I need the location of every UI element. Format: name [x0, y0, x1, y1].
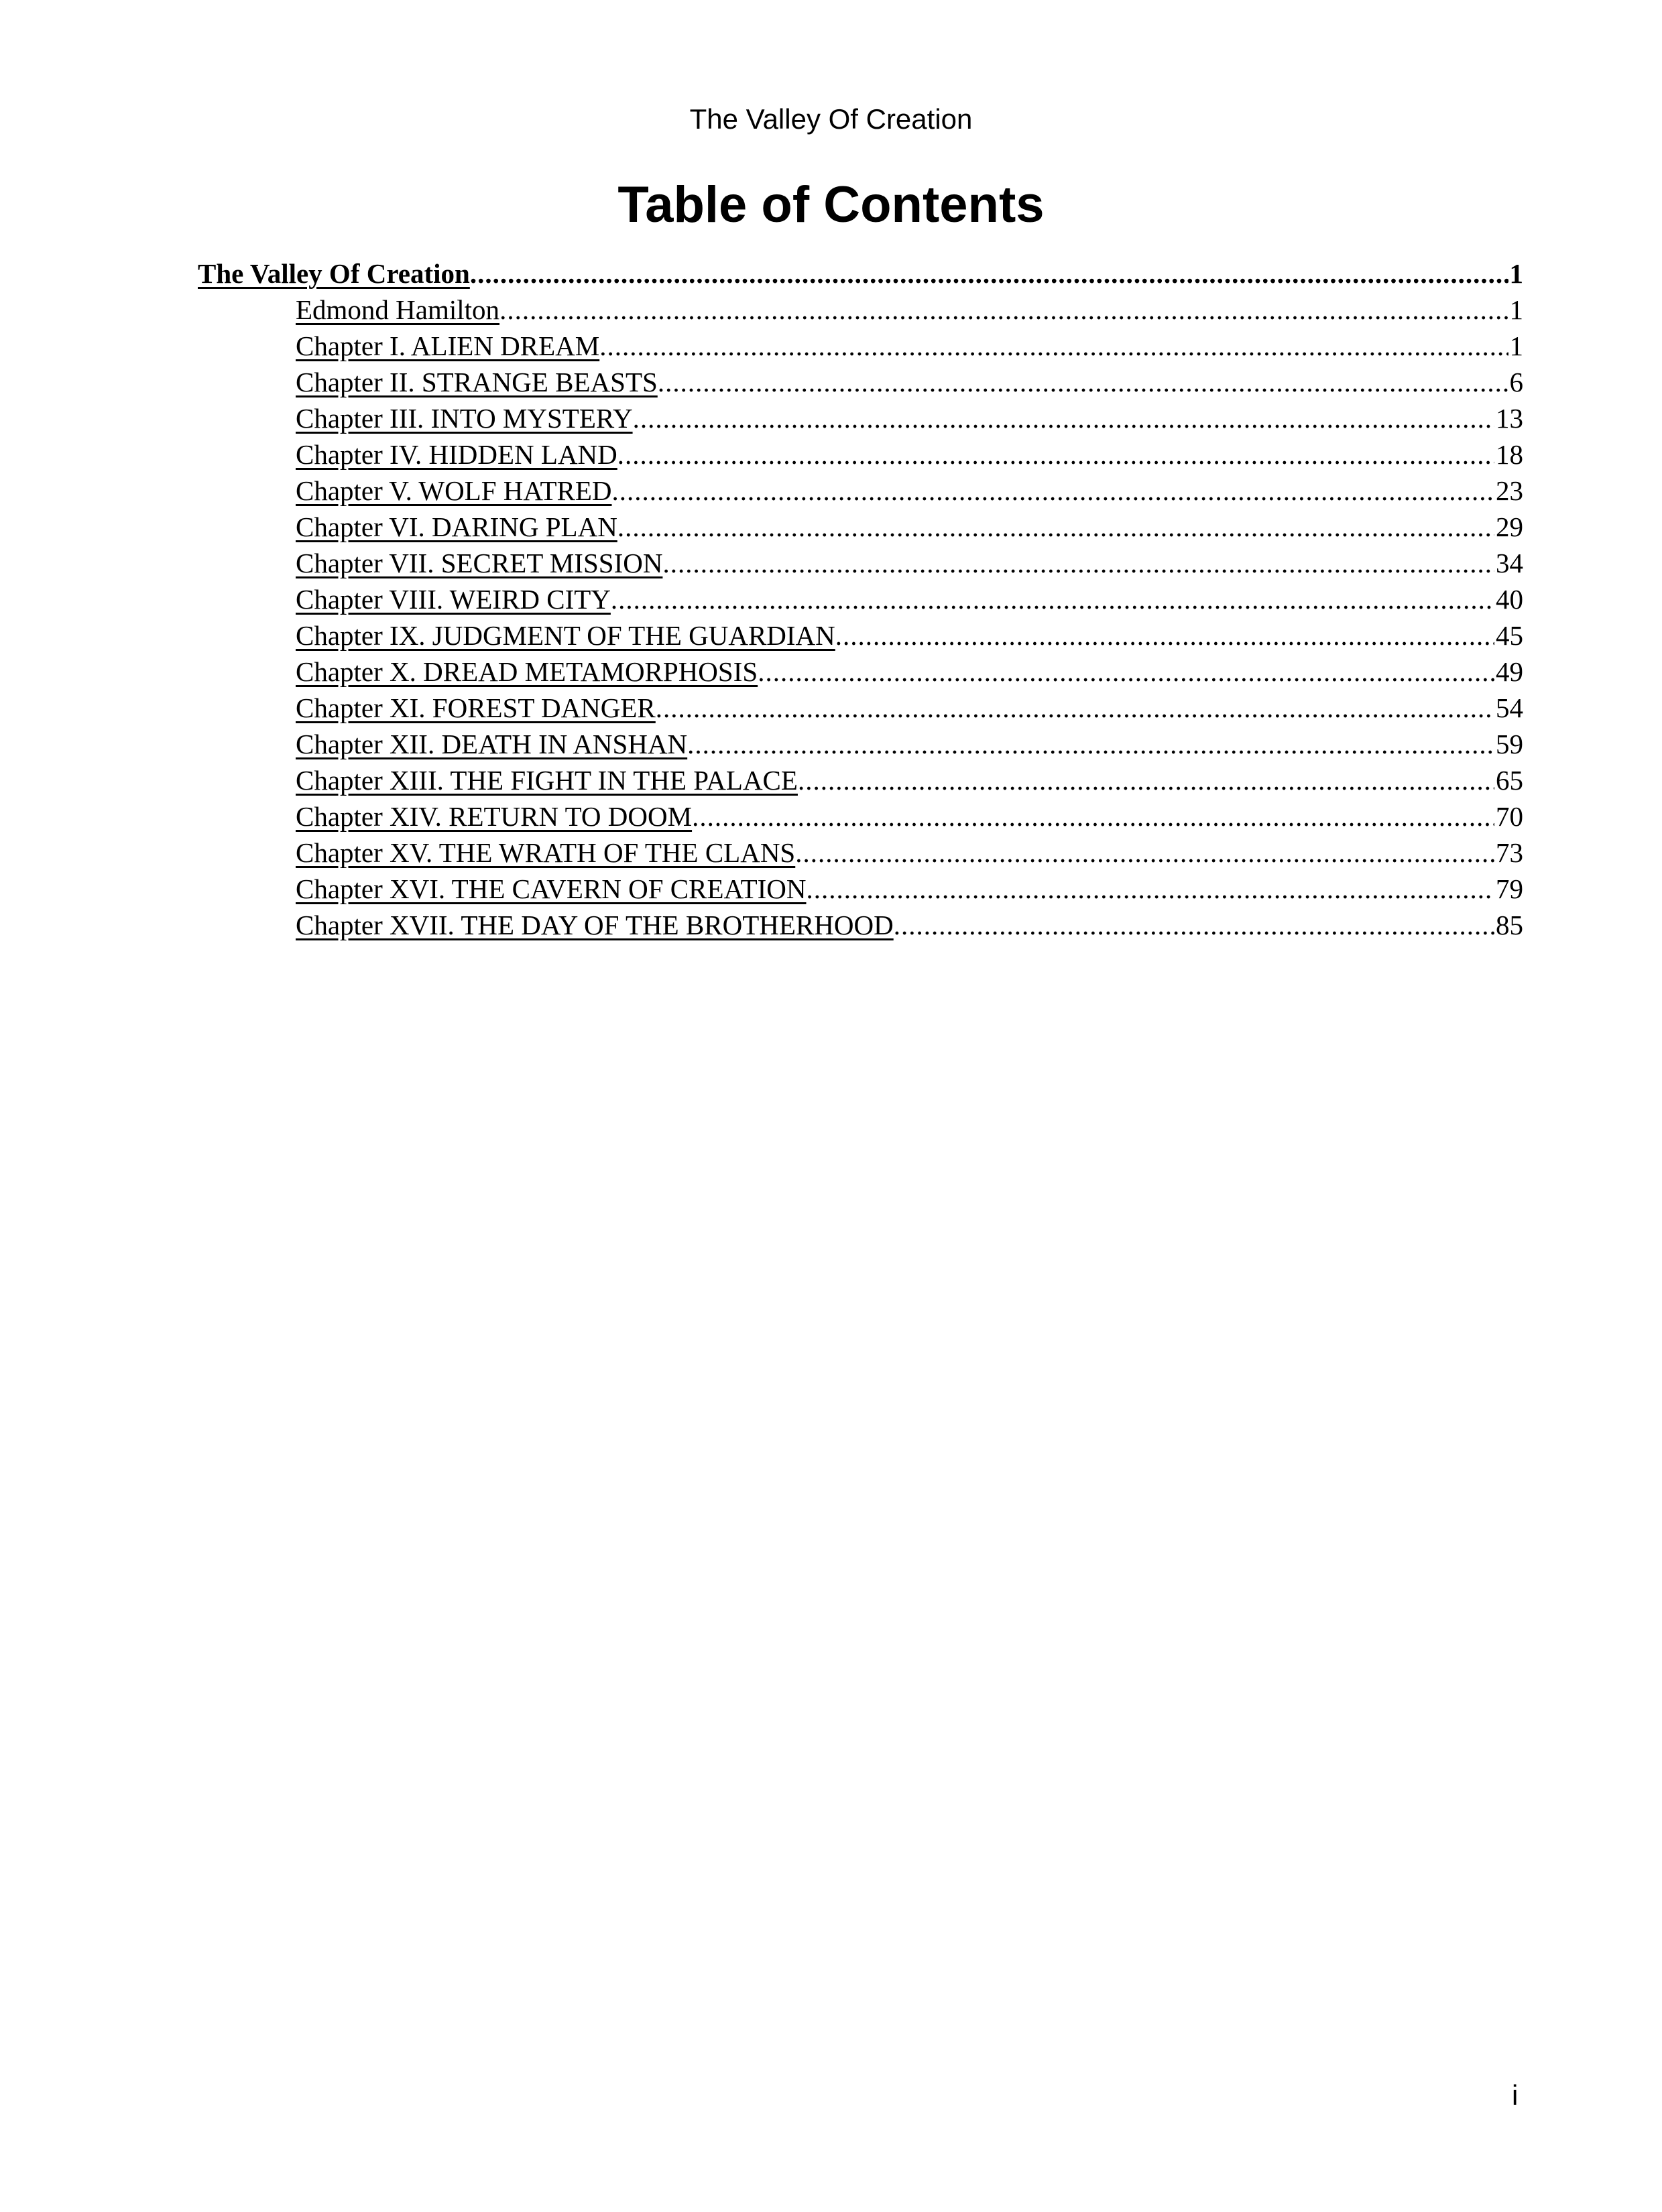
- toc-link-book[interactable]: The Valley Of Creation: [198, 258, 470, 289]
- dot-leader: [611, 581, 1494, 617]
- toc-page-number: 1: [1509, 294, 1523, 325]
- toc-page-number: 65: [1496, 765, 1523, 796]
- toc-page-number: 34: [1496, 548, 1523, 578]
- toc-link-chapter-15[interactable]: Chapter XV. THE WRATH OF THE CLANS: [296, 837, 796, 868]
- dot-leader: [807, 871, 1494, 907]
- dot-leader: [617, 436, 1494, 473]
- dot-leader: [795, 835, 1494, 871]
- toc-page-number: 59: [1496, 729, 1523, 759]
- toc-link-chapter-10[interactable]: Chapter X. DREAD METAMORPHOSIS: [296, 656, 758, 687]
- toc-page-number: 13: [1496, 403, 1523, 434]
- toc-entry: [296, 762, 1523, 798]
- toc-entry: [296, 690, 1523, 726]
- toc-page-number: 18: [1496, 439, 1523, 470]
- toc-page-number: 73: [1496, 837, 1523, 868]
- toc-page-number: 6: [1509, 367, 1523, 397]
- toc-entry: [296, 654, 1523, 690]
- dot-leader: [612, 473, 1495, 509]
- dot-leader: [499, 292, 1508, 328]
- table-of-contents: [0, 255, 1662, 943]
- toc-page-number: 40: [1496, 584, 1523, 615]
- dot-leader: [658, 364, 1508, 400]
- dot-leader: [656, 690, 1494, 726]
- dot-leader: [798, 762, 1494, 798]
- toc-entry: [296, 364, 1523, 400]
- toc-link-chapter-13[interactable]: Chapter XIII. THE FIGHT IN THE PALACE: [296, 765, 798, 796]
- toc-page-number: 1: [1509, 330, 1523, 361]
- page-title: Table of Contents: [617, 176, 1045, 233]
- toc-page-number: 1: [1509, 258, 1523, 289]
- toc-entry: [296, 871, 1523, 907]
- toc-entry: [296, 436, 1523, 473]
- toc-link-chapter-4[interactable]: Chapter IV. HIDDEN LAND: [296, 439, 617, 470]
- toc-entry-book: [198, 255, 1523, 292]
- toc-link-author[interactable]: Edmond Hamilton: [296, 294, 500, 325]
- dot-leader: [470, 255, 1508, 292]
- toc-entry: [296, 907, 1523, 943]
- toc-link-chapter-16[interactable]: Chapter XVI. THE CAVERN OF CREATION: [296, 873, 807, 904]
- toc-link-chapter-1[interactable]: Chapter I. ALIEN DREAM: [296, 330, 600, 361]
- toc-page-number: 70: [1496, 801, 1523, 832]
- dot-leader: [687, 726, 1494, 762]
- toc-link-chapter-6[interactable]: Chapter VI. DARING PLAN: [296, 511, 617, 542]
- dot-leader: [617, 509, 1494, 545]
- toc-entry: [296, 400, 1523, 436]
- dot-leader: [894, 907, 1494, 943]
- running-header: The Valley Of Creation: [689, 103, 973, 135]
- toc-link-chapter-17[interactable]: Chapter XVII. THE DAY OF THE BROTHERHOOD: [296, 910, 894, 940]
- toc-page-number: 85: [1496, 910, 1523, 940]
- dot-leader: [758, 654, 1494, 690]
- dot-leader: [633, 400, 1494, 436]
- toc-entry: [296, 509, 1523, 545]
- toc-link-chapter-7[interactable]: Chapter VII. SECRET MISSION: [296, 548, 663, 578]
- toc-entry: [296, 545, 1523, 581]
- toc-entry: [296, 328, 1523, 364]
- toc-entry: [296, 617, 1523, 654]
- toc-link-chapter-11[interactable]: Chapter XI. FOREST DANGER: [296, 692, 656, 723]
- toc-page-number: 23: [1496, 475, 1523, 506]
- toc-link-chapter-2[interactable]: Chapter II. STRANGE BEASTS: [296, 367, 658, 397]
- toc-page-number: 29: [1496, 511, 1523, 542]
- toc-entry: [296, 726, 1523, 762]
- dot-leader: [692, 798, 1494, 835]
- toc-entry: [296, 835, 1523, 871]
- toc-entry: [296, 473, 1523, 509]
- toc-link-chapter-5[interactable]: Chapter V. WOLF HATRED: [296, 475, 612, 506]
- toc-link-chapter-3[interactable]: Chapter III. INTO MYSTERY: [296, 403, 633, 434]
- toc-entry: [296, 798, 1523, 835]
- toc-page-number: 49: [1496, 656, 1523, 687]
- toc-entry: [296, 292, 1523, 328]
- dot-leader: [662, 545, 1494, 581]
- dot-leader: [599, 328, 1508, 364]
- toc-link-chapter-12[interactable]: Chapter XII. DEATH IN ANSHAN: [296, 729, 688, 759]
- dot-leader: [835, 617, 1494, 654]
- toc-page-number: 79: [1496, 873, 1523, 904]
- toc-link-chapter-8[interactable]: Chapter VIII. WEIRD CITY: [296, 584, 611, 615]
- toc-entry: [296, 581, 1523, 617]
- toc-page-number: 54: [1496, 692, 1523, 723]
- toc-link-chapter-14[interactable]: Chapter XIV. RETURN TO DOOM: [296, 801, 693, 832]
- toc-link-chapter-9[interactable]: Chapter IX. JUDGMENT OF THE GUARDIAN: [296, 620, 835, 651]
- toc-page-number: 45: [1496, 620, 1523, 651]
- page-number: i: [1512, 2079, 1519, 2111]
